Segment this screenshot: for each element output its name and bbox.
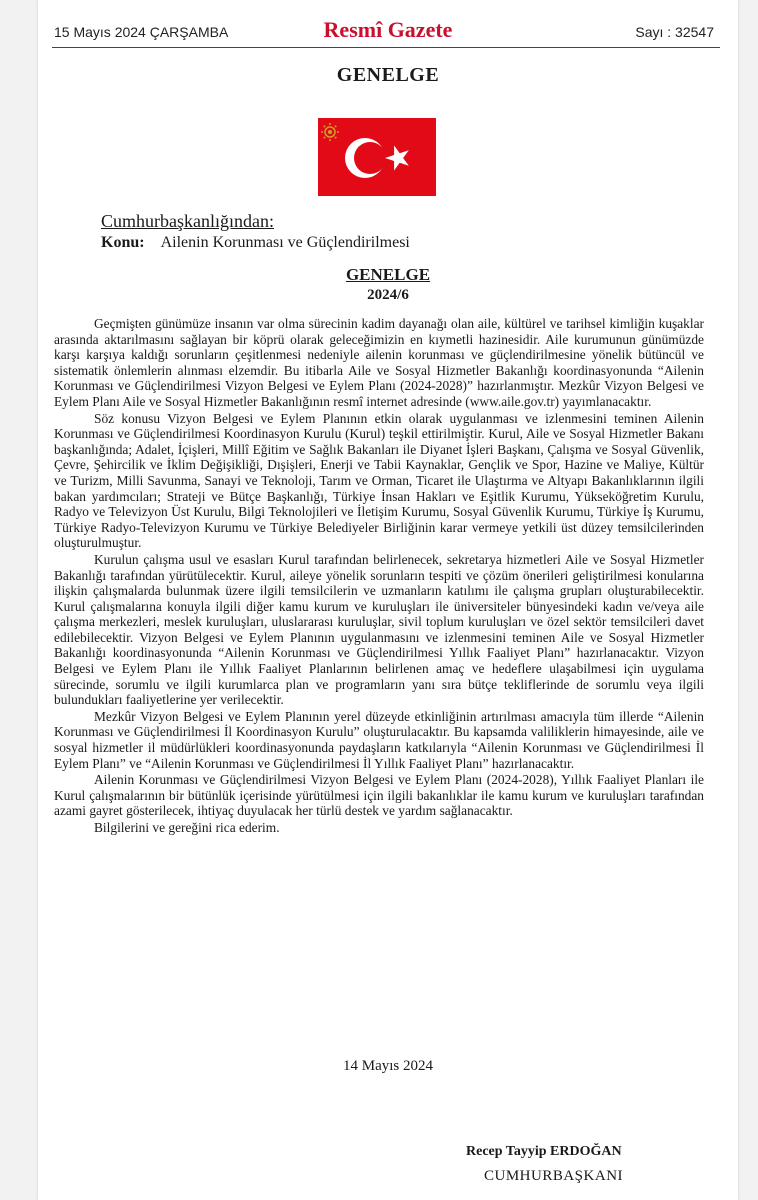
header-date: 15 Mayıs 2024 ÇARŞAMBA (54, 24, 229, 40)
paragraph-3: Kurulun çalışma usul ve esasları Kurul tarafından belirlenecek, sekretarya hizmetleri Aile ve Sosyal Hizmetler Bakanlığı tarafından yürütülecektir. Kurul, aileye yönelik sorunların tespiti ve çözüm önerileri geliştirilmesi konularına ilişkin çalışmalarda bulunmak üzere ilgili temsilcilerin ve uzmanların katılımı ile çalışma grupları oluşturabilecektir. Kurul çalışmalarına konuyla ilgili diğer kamu kurum ve kuruluşları ile üniversiteler bünyesindeki kadın ve/veya aile çalışma merkezleri, meslek kuruluşları, uluslararası kuruluşlar, sivil toplum kuruluşları ve özel sektör temsilcileri davet edilebilecektir. Vizyon Belgesi ve Eylem Planının uygulanmasını ve izlenmesini teminen Aile ve Sosyal Hizmetler Bakanlığı koordinasyonunda “Ailenin Korunması ve Güçlendirilmesi Yıllık Faaliyet Planı” hazırlanacaktır. Vizyon Belgesi ve Eylem Planı ile Yıllık Faaliyet Planlarının belirlenen amaç ve hedeflere ulaşabilmesi için uygulama sürecinde, sorumlu ve ilgili kurumlarca plan ve programların yanı sıra bütçe tekliflerinde de sorumlu veya ilgili bulundukları faaliyetlerine yer verilecektir. (54, 551, 704, 708)
circular-body (54, 316, 704, 837)
issuing-authority: Cumhurbaşkanlığından: (101, 211, 274, 231)
section-title: GENELGE (336, 64, 440, 86)
signatory-name: Recep Tayyip ERDOĞAN (466, 1144, 622, 1159)
turkish-flag-icon (318, 118, 436, 196)
circular-title (38, 265, 738, 285)
paragraph-4: Mezkûr Vizyon Belgesi ve Eylem Planının yerel düzeyde etkinliğinin artırılması amacıyla tüm illerde “Ailenin Korunması ve Güçlendirilmesi İl Koordinasyon Kurulu” oluşturulacaktır. Bu kapsamda valiliklerin himayesinde, aile ve sosyal hizmetler il müdürlükleri koordinasyonunda paydaşların katkılarıyla “Ailenin Korunması ve Güçlendirilmesi İl Eylem Planı” ve “Ailenin Korunması ve Güçlendirilmesi İl Yıllık Faaliyet Planı” hazırlanacaktır. (54, 708, 704, 771)
subject-text: Ailenin Korunması ve Güçlendirilmesi (160, 234, 410, 251)
issue-number: Sayı : 32547 (635, 24, 714, 40)
subject-label: Konu: (101, 234, 145, 251)
paragraph-2: Söz konusu Vizyon Belgesi ve Eylem Planının etkin olarak uygulanması ve izlenmesini teminen Ailenin Korunması ve Güçlendirilmesi Koordinasyon Kurulu (Kurul) teşkil ettirilmiştir. Kurul, Aile ve Sosyal Hizmetler Bakanı başkanlığında; Adalet, İçişleri, Millî Eğitim ve Sağlık Bakanları ile Diyanet İşleri Başkanı, Çalışma ve Sosyal Güvenlik, Çevre, Şehircilik ve İklim Değişikliği, Dışişleri, Enerji ve Tabii Kaynaklar, Gençlik ve Spor, Hazine ve Maliye, Kültür ve Turizm, Milli Savunma, Sanayi ve Teknoloji, Tarım ve Orman, Ticaret ile Ulaştırma ve Altyapı Bakanlıklarının ilgili bakan yardımcıları; Strateji ve Bütçe Başkanlığı, Türkiye İnsan Hakları ve Eşitlik Kurumu, Yükseköğretim Kurulu, Radyo ve Televizyon Üst Kurulu, Bilgi Teknolojileri ve İletişim Kurumu, Sosyal Güvenlik Kurumu, Türkiye İş Kurumu, Türkiye Radyo-Televizyon Kurumu ve Türkiye Belediyeler Birliğinin karar vermeye yetkili üst düzey temsilcilerinden oluşturulmuştur. (54, 410, 704, 551)
circular-number: 2024/6 (367, 287, 409, 303)
paragraph-5: Ailenin Korunması ve Güçlendirilmesi Vizyon Belgesi ve Eylem Planı (2024-2028), Yıllık Faaliyet Planları ile Kurul çalışmalarının bir bütünlük içerisinde yürütülmesi için ilgili bakanlıklar ile kamu kurum ve kuruluşları tarafından azami gayret gösterilecek, ihtiyaç duyulacak her türlü destek ve yardım sağlanacaktır. (54, 772, 704, 819)
gazette-title: Resmî Gazete (323, 17, 453, 42)
document-date: 14 Mayıs 2024 (343, 1058, 433, 1074)
signatory-title: CUMHURBAŞKANI (484, 1168, 624, 1184)
gazette-header (38, 0, 738, 52)
subject-line (101, 234, 410, 252)
closing-line: Bilgilerini ve gereğini rica ederim. (94, 820, 280, 835)
gazette-page (38, 0, 738, 1200)
paragraph-1: Geçmişten günümüze insanın var olma sürecinin kadim dayanağı olan aile, kültürel ve tarihsel kimliğin kuşaklar arasında aktarılmasını sağlayan bir köprü olarak geleceğimizin en kıymetli hazinesidir. Aile kurumunun günümüzde karşı karşıya kaldığı sorunların çeşitlenmesi nedeniyle ailenin korunması ve güçlendirilmesine yönelik bütüncül ve sistematik önlemlerin alınması elzemdir. Bu itibarla Aile ve Sosyal Hizmetler Bakanlığı koordinasyonunda “Ailenin Korunması ve Güçlendirilmesi Vizyon Belgesi ve Eylem Planı (2024-2028)” hazırlanmıştır. Mezkûr Vizyon Belgesi ve Eylem Planı Aile ve Sosyal Hizmetler Bakanlığının resmî internet adresinde (www.aile.gov.tr) yayımlanacaktır. (54, 316, 704, 409)
circular-title-text: GENELGE (345, 265, 431, 284)
header-divider (52, 47, 720, 48)
